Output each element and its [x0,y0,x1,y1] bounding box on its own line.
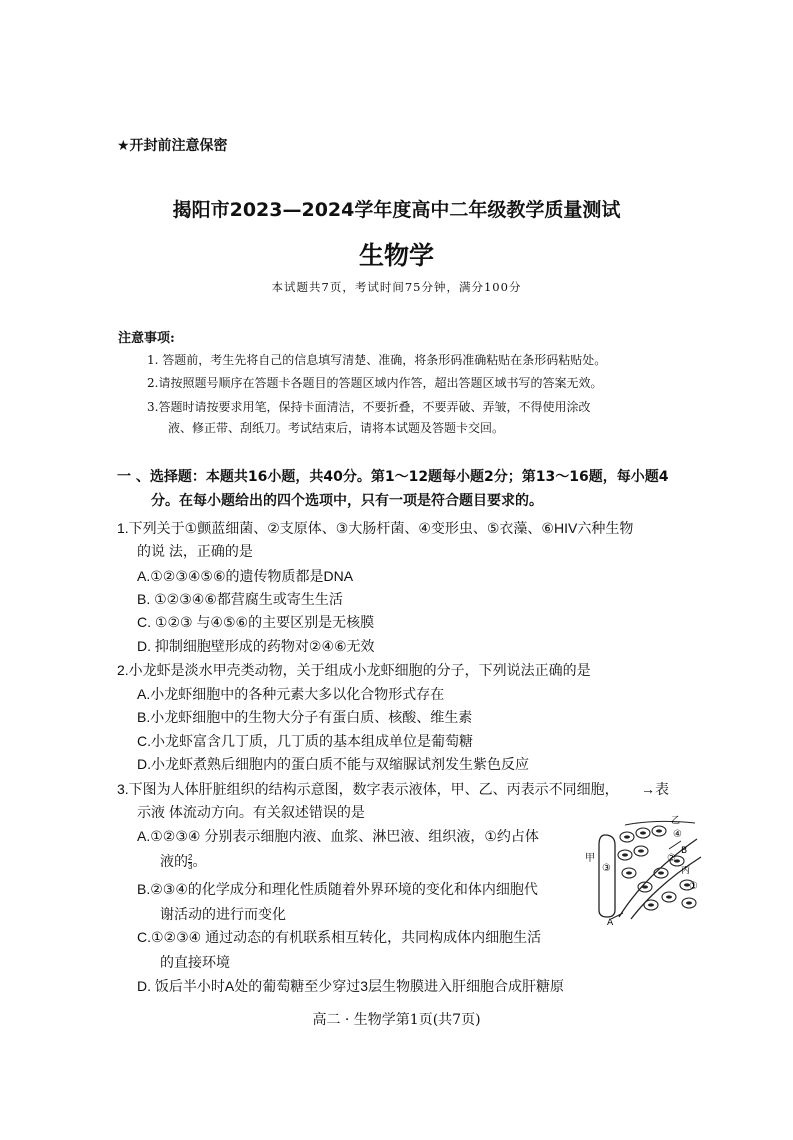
question-1-option-a[interactable]: A.①②③④⑤⑥的遗传物质都是DNA [137,568,354,584]
exam-title: 揭阳市2023—2024学年度高中二年级教学质量测试 [172,199,621,221]
question-3-option-c-cont[interactable]: 的直接环境 [160,954,230,970]
notice-heading: 注意事项: [118,331,175,346]
question-3-stem: 3.下图为人体肝脏组织的结构示意图，数字表示液体，甲、乙、丙表示不同细胞， [117,781,619,797]
lymph-capillary [599,835,615,917]
question-2-option-b[interactable]: B.小龙虾细胞中的生物大分子有蛋白质、核酸、维生素 [137,709,473,725]
label-1: ① [689,881,698,892]
question-2-stem: 2.小龙虾是淡水甲壳类动物，关于组成小龙虾细胞的分子，下列说法正确的是 [117,662,591,678]
question-1-stem: 1.下列关于①颤蓝细菌、②支原体、③大肠杆菌、④变形虫、⑤衣藻、⑥HIV六种生物 [117,520,634,536]
question-3-option-a-cont[interactable] [160,851,206,871]
label-2: ② [667,853,676,864]
section-heading-line2: 分。在每小题给出的四个选项中，只有一项是符合题目要求的。 [151,493,543,509]
section-heading-line1: 一 、选择题：本题共16小题，共40分。第1～12题每小题2分；第13～16题，每小题4 [117,469,669,485]
question-3-stem-cont: 示液 体流动方向。有关叙述错误的是 [137,804,365,820]
question-2-option-c[interactable]: C.小龙虾富含几丁质，几丁质的基本组成单位是葡萄糖 [137,733,473,749]
fraction-denominator: 3 [188,861,193,871]
question-3-arrow-note: →表 [641,781,669,797]
question-1-option-d[interactable]: D. 抑制细胞壁形成的药物对②④⑥无效 [137,638,375,654]
question-3-option-b-cont[interactable]: 谢活动的进行而变化 [160,906,286,922]
option-a-end: 。 [192,853,207,869]
label-B: B [681,846,688,856]
question-3-option-d[interactable]: D. 饭后半小时A处的葡萄糖至少穿过3层生物膜进入肝细胞合成肝糖原 [137,978,565,994]
notice-item-1: 1. 答题前，考生先将自己的信息填写清楚、准确，将条形码准确粘贴在条形码粘贴处。 [147,353,607,367]
subject-title: 生物学 [358,241,434,270]
label-jia: 甲 [585,853,595,864]
exam-info: 本试题共7页，考试时间75分钟，满分100分 [271,280,522,294]
question-2-option-d[interactable]: D.小龙虾煮熟后细胞内的蛋白质不能与双缩脲试剂发生紫色反应 [137,756,529,772]
label-bing: 丙 [681,866,691,876]
question-3-option-a[interactable]: A.①②③④ 分别表示细胞内液、血浆、淋巴液、组织液，①约占体 [137,828,539,844]
question-2-option-a[interactable]: A.小龙虾细胞中的各种元素大多以化合物形式存在 [137,686,445,702]
label-4: ④ [673,829,682,840]
flow-arrow [669,841,681,849]
notice-item-3-cont: 液、修正带、刮纸刀。考试结束后，请将本试题及答题卡交回。 [168,421,505,435]
liver-tissue-diagram [585,815,705,925]
question-1-option-b[interactable]: B. ①②③④⑥都营腐生或寄生生活 [137,591,343,607]
label-A: A [607,918,614,925]
tissue-boundary [625,821,695,825]
page-footer: 高二 · 生物学第1页(共7页) [312,1012,481,1028]
fraction-numerator: 2 [188,852,193,862]
label-yi: 乙 [671,816,681,826]
question-3-option-c[interactable]: C.①②③④ 通过动态的有机联系相互转化，共同构成体内细胞生活 [137,929,542,945]
confidential-notice: ★开封前注意保密 [117,138,228,154]
question-1-option-c[interactable]: C. ①②③ 与④⑤⑥的主要区别是无核膜 [137,614,375,630]
notice-item-2: 2.请按照题号顺序在答题卡各题目的答题区域内作答，超出答题区域书写的答案无效。 [147,376,603,390]
question-1-stem-cont: 的说 法，正确的是 [137,543,253,559]
label-3: ③ [602,863,611,874]
question-3-option-b[interactable]: B.②③④的化学成分和理化性质随着外界环境的变化和体内细胞代 [137,881,538,897]
option-a-text: 液的 [160,853,188,869]
notice-item-3: 3.答题时请按要求用笔，保持卡面清洁，不要折叠，不要弄破、弄皱，不得使用涂改 [147,400,591,414]
